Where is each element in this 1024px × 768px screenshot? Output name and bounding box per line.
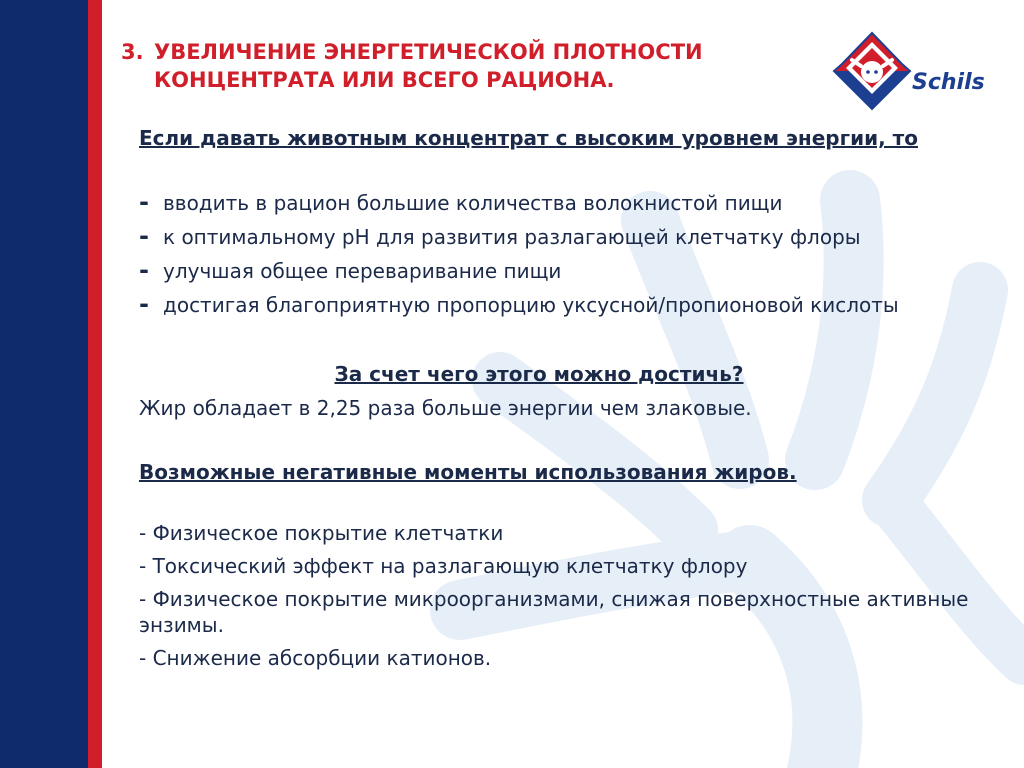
list-item: - достигая благоприятную пропорцию уксусной/пропионовой кислоты [139, 288, 999, 322]
slide-number: 3. [121, 40, 144, 64]
logo-wordmark: Schils [912, 70, 985, 95]
sidebar-blue-band [0, 0, 88, 768]
list-item: - улучшая общее переваривание пищи [139, 254, 999, 288]
list-item: - Физическое покрытие микроорганизмами, снижая поверхностные активные энзимы. [139, 587, 969, 637]
bullet-list [139, 186, 999, 322]
main-heading: Если давать животным концентрат с высоким уровнем энергии, то [139, 126, 918, 150]
answer-text: Жир обладает в 2,25 раза больше энергии чем злаковые. [139, 396, 752, 420]
slide-content [139, 124, 999, 678]
negative-heading: Возможные негативные моменты использования жиров. [139, 460, 797, 484]
question-heading: За счет чего этого можно достичь? [334, 362, 744, 386]
negative-list [139, 520, 999, 671]
bullet-dash: - [139, 256, 149, 284]
title-line-2: КОНЦЕНТРАТА ИЛИ ВСЕГО РАЦИОНА. [154, 68, 615, 92]
list-item: - Физическое покрытие клетчатки [139, 521, 504, 545]
slide-title [121, 38, 801, 94]
list-item: - Снижение абсорбции катионов. [139, 646, 492, 670]
list-item: - Токсический эффект на разлагающую клетчатку флору [139, 554, 748, 578]
bullet-dash: - [139, 222, 149, 250]
bullet-dash: - [139, 290, 149, 318]
sidebar-red-stripe [88, 0, 102, 768]
bullet-dash: - [139, 188, 149, 216]
list-item: - к оптимальному pH для развития разлагающей клетчатку флоры [139, 220, 999, 254]
title-line-1: УВЕЛИЧЕНИЕ ЭНЕРГЕТИЧЕСКОЙ ПЛОТНОСТИ [154, 40, 703, 64]
list-item: - вводить в рацион большие количества волокнистой пищи [139, 186, 999, 220]
